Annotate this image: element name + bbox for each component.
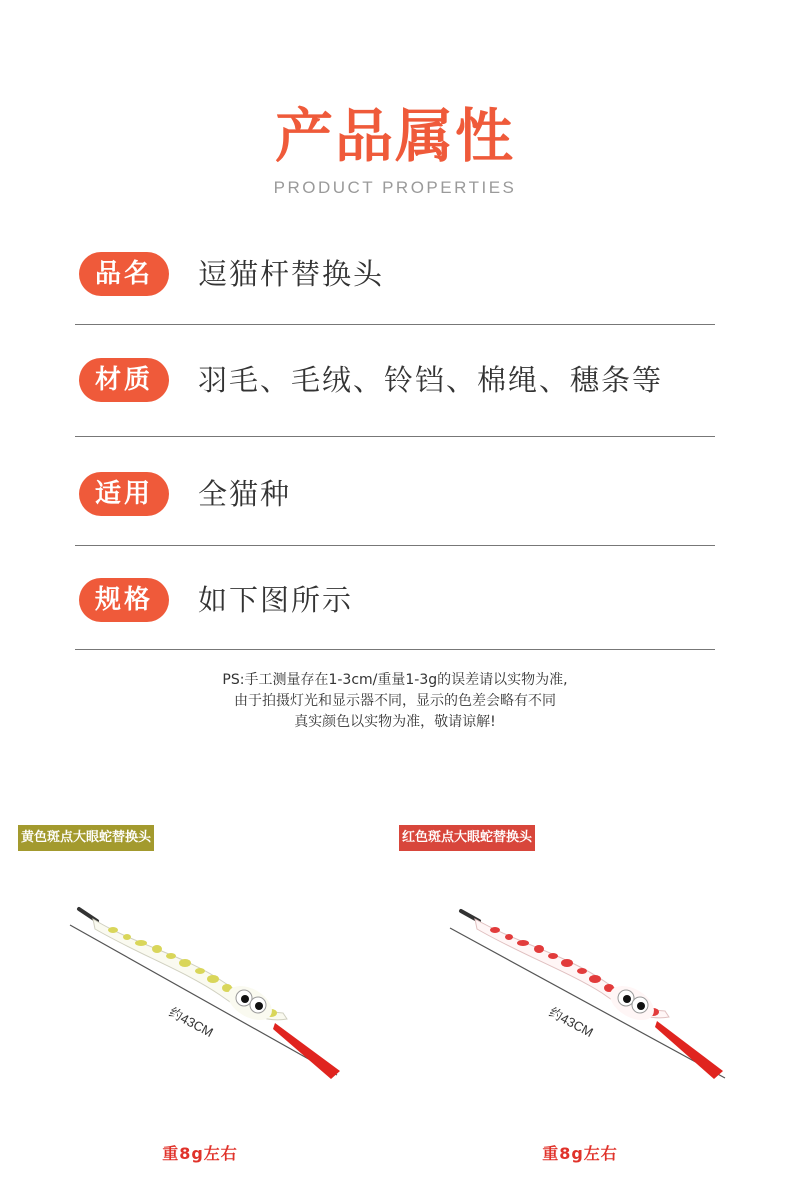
red-snake-toy-image [445,895,745,1095]
note-line: 由于拍摄灯光和显示器不同，显示的色差会略有不同 [234,693,556,709]
property-row-name [0,244,790,304]
divider [75,649,715,650]
product-label-yellow: 黄色斑点大眼蛇替换头 [18,825,154,851]
divider [75,436,715,437]
measurement-note [0,670,790,733]
property-value: 全猫种 [198,477,292,511]
note-line: 真实颜色以实物为准，敬请谅解! [294,714,496,730]
length-label: 约43CM [166,1004,216,1041]
tongue [273,1023,340,1079]
weight-label: 重8g左右 [542,1144,618,1163]
length-label: 约43CM [546,1004,596,1041]
property-label-badge: 适用 [79,472,169,516]
property-label-badge: 品名 [79,252,169,296]
property-value: 如下图所示 [198,583,354,617]
property-row-material [0,350,790,410]
property-value: 逗猫杆替换头 [198,257,385,291]
measure-line [450,928,725,1078]
property-label-badge: 规格 [79,578,169,622]
tongue [655,1021,723,1079]
measure-line [70,925,337,1075]
property-row-spec [0,570,790,630]
property-row-suitable [0,464,790,524]
weight-label: 重8g左右 [162,1144,238,1163]
divider [75,545,715,546]
divider [75,324,715,325]
product-label-red: 红色斑点大眼蛇替换头 [399,825,535,851]
page-title: 产品属性 [274,102,515,170]
property-value: 羽毛、毛绒、铃铛、棉绳、穗条等 [198,363,664,397]
page-subtitle: PRODUCT PROPERTIES [273,178,517,197]
property-label-badge: 材质 [79,358,169,402]
note-line: PS:手工测量存在1-3cm/重量1-3g的误差请以实物为准, [222,672,568,688]
yellow-snake-toy-image [65,895,365,1095]
